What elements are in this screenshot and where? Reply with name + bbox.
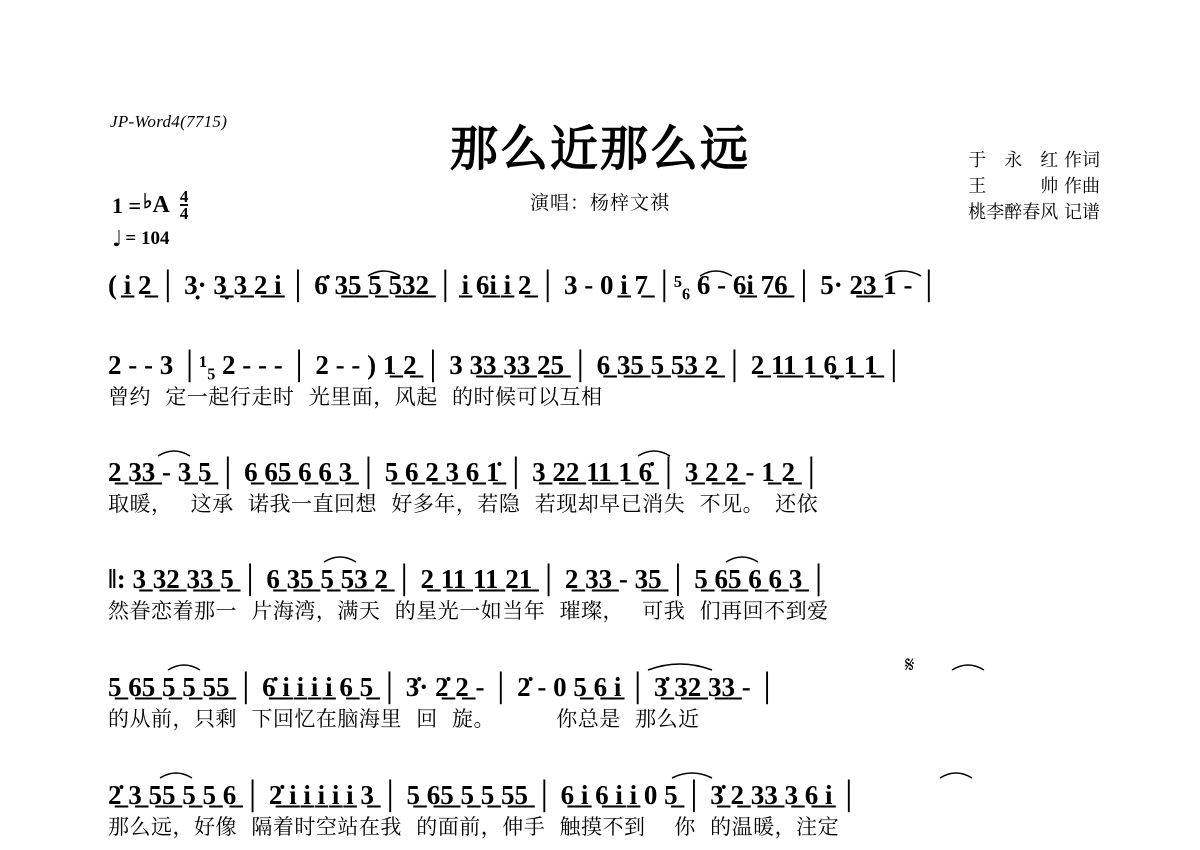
time-denominator: 4 — [179, 204, 189, 223]
time-signature — [179, 187, 189, 223]
notation-line: 2 - - 3 │¹₅ 2 - - - │ 2 - - ) 1̲ 2̲ │ 3 3̲3̲ 3̲3̲ 2̲5̲ │ 6̲ 3̲5̲ 5̲ 5̲3̲ 2̲ │ 2̲ 1̲1̲ 1̲ 6̲̣ 1̲ 1̲ │ — [108, 350, 904, 380]
music-system-4 — [108, 562, 1092, 626]
lyrics-line: 然眷恋着那一 片海湾，满天 的星光一如当年 璀璨， 可我 们再回不到爱 — [108, 599, 829, 623]
music-system-6 — [108, 778, 1092, 842]
music-system-2 — [108, 348, 1092, 412]
notation-line: 2̲ 3̲3̲ - 3̲ 5̲ │ 6̲ 6̲5̲ 6̲ 6̲ 3̲ │ 5̲ 6̲ 2̲ 3̲ 6̲ 1̲̇ │ 3̲ 2̲2̲ 1̲1̲ 1̲ 6̲̇ │ 3̲ 2̲ 2̲ - 1̲ 2̲ │ — [108, 457, 821, 487]
credit-transcriber: 桃李醉春风 记谱 — [968, 202, 1100, 223]
notation-line: ( i̲ 2̲ │ 3̣· 3̲̣ 3̲ 2̲ i̲ │ 6̇ 3̲5̲ 5̲ 5̲3̲2̲ │ i̲ 6̲i̲ i̲ 2̲ │ 3 - 0 i̲ 7̲ │⁵₆ 6 - 6̲i̲ 7̲6̲ │ 5· 2̲3̲ 1 - │ — [108, 270, 939, 300]
notation-line: 2̲̇ 3̲ 5̲5̲ 5̲ 5̲ 6̲ │ 2̲̇ i̲ i̲ i̲ i̲ i̲ 3̲ │ 5̲ 6̲5̲ 5̲ 5̲ 5̲5̲ │ 6̲ i̲ 6̲ i̲ i̲ 0 5̲ │ 3̲̇ 2̲ 3̲3̲ 3̲ 6̲ i̲ │ — [108, 780, 859, 810]
credit-composer: 王 帅 作曲 — [968, 176, 1100, 197]
quarter-note-icon: ♩ — [112, 227, 123, 252]
notation-line: 5̲ 6̲5̲ 5̲ 5̲ 5̲5̲ │ 6̲̇ i̲ i̲ i̲ i̲ 6̲ 5̲ │ 3̇· 2̲̇ 2̲ - │ 2̇ - 0 5̲ 6̲ i̲ │ 3̲̇ 3̲2̲ 3̲3̲ - │ — [108, 672, 777, 702]
svg-text:𝄋: 𝄋 — [905, 653, 915, 678]
tempo-marking — [112, 228, 169, 250]
music-system-1 — [108, 268, 1092, 302]
document-code: JP-Word4(7715) — [110, 112, 228, 131]
page-title: 那么近那么远 — [449, 121, 750, 177]
notation-line: ‖: 3̲ 3̲2̲ 3̲3̲ 5̲ │ 6̲ 3̲5̲ 5̲ 5̲3̲ 2̲ │ 2̲ 1̲1̲ 1̲1̲ 2̲1̲ │ 2̲ 3̲3̲ - 3̲5̲ │ 5̲ 6̲5̲ 6̲ 6̲ 3̲ │ — [108, 564, 829, 594]
credits-block — [968, 148, 1100, 226]
flat-symbol: ♭ — [143, 191, 153, 213]
key-prefix: 1 = — [112, 192, 142, 218]
lyrics-line: 取暖， 这承 诺我一直回想 好多年，若隐 若现却早已消失 不见。 还依 — [108, 492, 819, 516]
credit-lyricist: 于 永 红 作词 — [968, 150, 1100, 171]
tempo-value: = 104 — [125, 228, 170, 249]
music-system-5 — [108, 670, 1092, 734]
key-letter: A — [152, 192, 170, 218]
music-system-3 — [108, 455, 1092, 519]
lyrics-line: 曾约 定一起行走时 光里面，风起 的时候可以互相 — [108, 385, 603, 409]
lyrics-line: 的从前，只剩 下回忆在脑海里 回 旋。 你总是 那么近 — [108, 707, 700, 731]
lyrics-line: 那么远，好像 隔着时空站在我 的面前，伸手 触摸不到 你 的温暖，注定 — [108, 815, 840, 839]
key-signature — [112, 187, 189, 223]
singer-line: 演唱：杨梓文祺 — [529, 192, 670, 214]
time-numerator: 4 — [179, 187, 189, 206]
